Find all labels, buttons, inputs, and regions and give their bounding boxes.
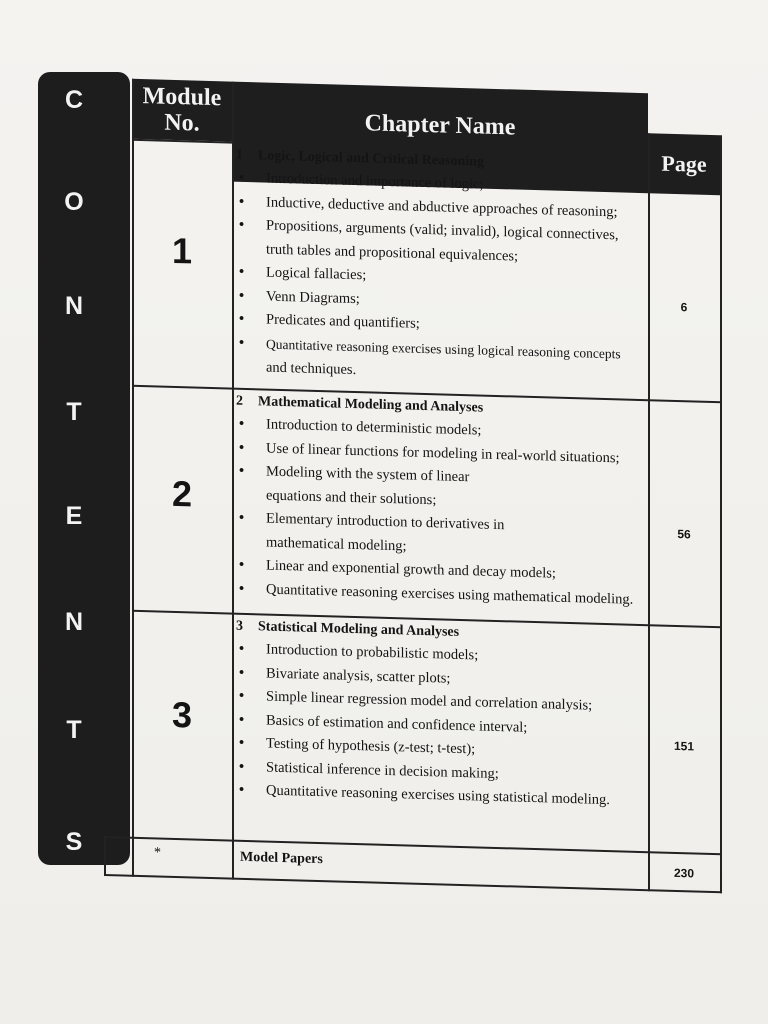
- topic-item: • Quantitative reasoning exercises using logical reasoning concepts: [239, 334, 621, 361]
- topic-item: • Linear and exponential growth and decay models;: [239, 556, 556, 582]
- topic-item: • Basics of estimation and confidence interval;: [239, 711, 528, 736]
- chapter-index: 2: [236, 393, 243, 409]
- side-letter: E: [65, 502, 83, 530]
- column-divider: [232, 82, 234, 880]
- header-module-line1: Module: [142, 83, 222, 112]
- topic-text: Quantitative reasoning exercises using logical reasoning concepts: [266, 336, 621, 361]
- topic-item: • Testing of hypothesis (z-test; t-test);: [239, 734, 476, 758]
- topic-continuation: and techniques.: [266, 359, 357, 379]
- side-letter: T: [66, 716, 82, 744]
- topic-item: • Logical fallacies;: [239, 263, 367, 284]
- topic-text: Use of linear functions for modeling in real-world situations;: [266, 440, 620, 466]
- module-2-chapters: [236, 394, 646, 612]
- topic-text: Bivariate analysis, scatter plots;: [266, 665, 451, 687]
- side-letter: T: [66, 398, 82, 426]
- module-number: 3: [171, 693, 193, 736]
- topic-item: • Venn Diagrams;: [239, 287, 360, 307]
- topic-text: Introduction and importance of logic;: [266, 170, 484, 193]
- model-papers-marker: *: [154, 845, 161, 861]
- side-letter: C: [64, 86, 84, 114]
- side-letter: N: [64, 608, 84, 636]
- topic-item: • Use of linear functions for modeling in real-world situations;: [239, 439, 620, 466]
- page-number: 230: [673, 865, 695, 881]
- topic-continuation: equations and their solutions;: [266, 487, 437, 508]
- topic-text: Statistical inference in decision making;: [266, 759, 499, 782]
- side-letter: O: [64, 188, 84, 216]
- row-divider: [104, 836, 722, 855]
- module-3-chapters: [236, 619, 646, 814]
- contents-table: [104, 78, 728, 893]
- table-border-right: [720, 135, 722, 893]
- topic-text: Quantitative reasoning exercises using statistical modeling.: [266, 782, 610, 809]
- header-module-line2: No.: [164, 109, 200, 137]
- topic-item: • Quantitative reasoning exercises using statistical modeling.: [239, 781, 610, 809]
- topic-text: Modeling with the system of linear: [266, 463, 470, 486]
- topic-item: • Introduction to deterministic models;: [239, 415, 482, 439]
- topic-text: Simple linear regression model and correlation analysis;: [266, 688, 593, 714]
- page-number: 56: [677, 527, 691, 542]
- topic-text: Introduction to deterministic models;: [266, 416, 482, 439]
- topic-item: • Elementary introduction to derivatives in: [239, 509, 505, 534]
- topic-text: Venn Diagrams;: [266, 288, 360, 307]
- topic-item: • Statistical inference in decision making;: [239, 758, 499, 782]
- topic-item: • Inductive, deductive and abductive approaches of reasoning;: [239, 193, 618, 220]
- topic-text: Quantitative reasoning exercises using mathematical modeling.: [266, 581, 634, 608]
- module-1-chapters: [236, 148, 646, 391]
- module-number: 1: [171, 229, 193, 272]
- topic-continuation: truth tables and propositional equivalences;: [266, 241, 519, 265]
- column-divider: [648, 133, 650, 891]
- topic-item: • Simple linear regression model and correlation analysis;: [239, 687, 593, 714]
- topic-item: • Predicates and quantifiers;: [239, 310, 420, 332]
- side-letter: N: [64, 292, 84, 320]
- topic-item: • Introduction to probabilistic models;: [239, 640, 479, 664]
- page-number: 151: [673, 738, 695, 754]
- topic-text: Logical fallacies;: [266, 264, 367, 284]
- chapter-title-text: Logic, Logical and Critical Reasoning: [258, 148, 484, 170]
- header-page: Page: [648, 133, 720, 195]
- table-border-left: [104, 836, 106, 876]
- chapter-title-text: Mathematical Modeling and Analyses: [258, 394, 484, 416]
- topic-text: Predicates and quantifiers;: [266, 311, 420, 332]
- topic-text: Inductive, deductive and abductive approaches of reasoning;: [266, 194, 618, 220]
- topic-text: Linear and exponential growth and decay models;: [266, 557, 556, 582]
- chapter-index: 1: [236, 147, 243, 163]
- header-chapter: Chapter Name: [364, 110, 516, 141]
- topic-item: • Modeling with the system of linear: [239, 462, 470, 486]
- topic-text: Testing of hypothesis (z-test; t-test);: [266, 735, 476, 758]
- topic-text: Introduction to probabilistic models;: [266, 641, 479, 664]
- topic-item: • Quantitative reasoning exercises using mathematical modeling.: [239, 580, 634, 608]
- topic-text: Propositions, arguments (valid; invalid), logical connectives,: [266, 217, 619, 244]
- topic-text: Elementary introduction to derivatives in: [266, 510, 505, 534]
- table-border-bottom: [104, 874, 722, 893]
- topic-text: Basics of estimation and confidence interval;: [266, 712, 528, 736]
- side-letter: S: [65, 828, 83, 856]
- topic-item: • Introduction and importance of logic;: [239, 169, 484, 193]
- module-number: 2: [171, 472, 193, 515]
- chapter-title-text: Statistical Modeling and Analyses: [258, 619, 460, 640]
- model-papers-label: Model Papers: [240, 849, 323, 868]
- header-module: [132, 79, 232, 142]
- topic-continuation: mathematical modeling;: [266, 534, 407, 554]
- page-number: 6: [680, 300, 688, 315]
- topic-item: • Bivariate analysis, scatter plots;: [239, 664, 451, 687]
- topic-item: • Propositions, arguments (valid; invalid), logical connectives,: [239, 216, 619, 244]
- chapter-index: 3: [236, 618, 243, 634]
